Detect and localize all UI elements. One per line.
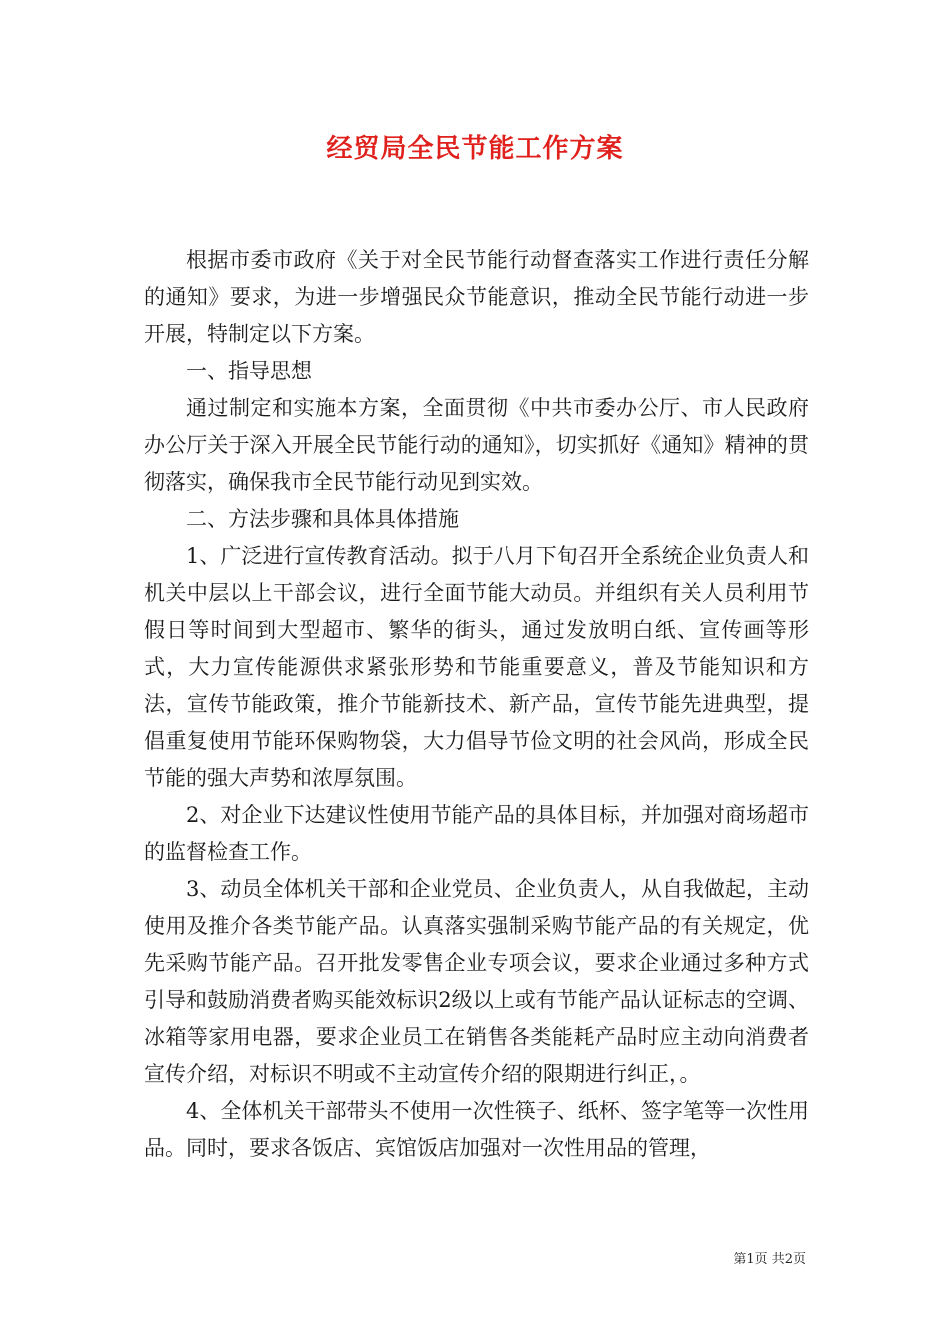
paragraph: 1、广泛进行宣传教育活动。拟于八月下旬召开全系统企业负责人和机关中层以上干部会议，进行全面节能大动员。并组织有关人员利用节假日等时间到大型超市、繁华的街头，通过发放明白纸、宣传画等形式，大力宣传能源供求紧张形势和节能重要意义，普及节能知识和方法，宣传节能政策，推介节能新技术、新产品，宣传节能先进典型，提倡重复使用节能环保购物袋，大力倡导节俭文明的社会风尚，形成全民节能的强大声势和浓厚氛围。 — [144, 544, 809, 790]
document-body — [144, 242, 809, 1167]
section-heading: 一、指导思想 — [186, 359, 312, 383]
paragraph: 根据市委市政府《关于对全民节能行动督查落实工作进行责任分解的通知》要求，为进一步增强民众节能意识，推动全民节能行动进一步开展，特制定以下方案。 — [144, 248, 809, 346]
document-title: 经贸局全民节能工作方案 — [326, 134, 624, 164]
paragraph: 通过制定和实施本方案，全面贯彻《中共市委办公厅、市人民政府办公厅关于深入开展全民节能行动的通知》，切实抓好《通知》精神的贯彻落实，确保我市全民节能行动见到实效。 — [144, 396, 809, 494]
page-number-footer: 第1页 共2页 — [733, 1252, 806, 1267]
section-heading: 二、方法步骤和具体具体措施 — [186, 507, 459, 531]
paragraph: 4、全体机关干部带头不使用一次性筷子、纸杯、签字笔等一次性用品。同时，要求各饭店、宾馆饭店加强对一次性用品的管理， — [144, 1099, 809, 1160]
paragraph: 3、动员全体机关干部和企业党员、企业负责人，从自我做起，主动使用及推介各类节能产品。认真落实强制采购节能产品的有关规定，优先采购节能产品。召开批发零售企业专项会议，要求企业通过多种方式引导和鼓励消费者购买能效标识2级以上或有节能产品认证标志的空调、冰箱等家用电器，要求企业员工在销售各类能耗产品时应主动向消费者宣传介绍，对标识不明或不主动宣传介绍的限期进行纠正，。 — [144, 877, 809, 1086]
paragraph: 2、对企业下达建议性使用节能产品的具体目标，并加强对商场超市的监督检查工作。 — [144, 803, 809, 864]
